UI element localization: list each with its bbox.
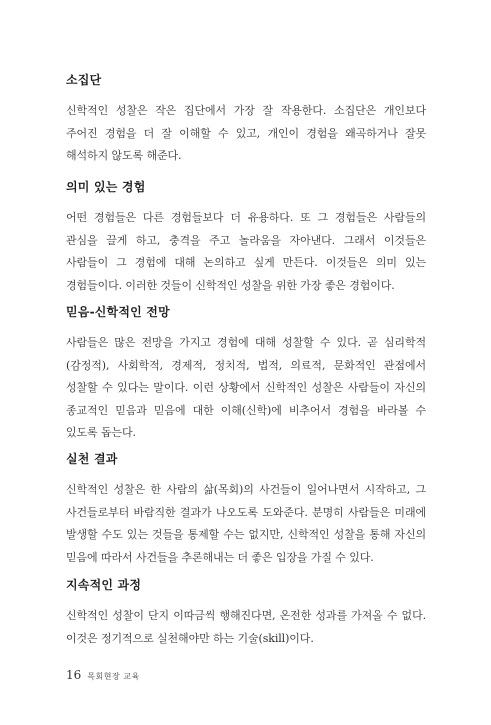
section-body: 사람들은 많은 전망을 가지고 경험에 대해 성찰할 수 있다. 곧 심리학적(감정적), 사회학적, 경제적, 정치적, 법적, 의료적, 문화적인 관점에서 성찰할 수 있다는 말이다. 이런 상황에서 신학적인 성찰은 사람들이 자신의 종교적인 믿음과 믿음에 대한 이해(신학)에 비추어서 경험을 바라볼 수 있도록 돕는다. <box>66 336 426 439</box>
section-body: 어떤 경험들은 다른 경험들보다 더 유용하다. 또 그 경험들은 사람들의 관심을 끌게 하고, 충격을 주고 놀라움을 자아낸다. 그래서 이것들은 사람들이 그 경험에 대해 논의하고 싶게 만든다. 이것들은 의미 있는 경험들이다. 이러한 것들이 신학적인 성찰을 위한 가장 좋은 경험이다. <box>66 211 426 292</box>
section-practical-outcome <box>66 452 426 569</box>
section-heading: 의미 있는 경험 <box>66 180 146 194</box>
section-faith-perspective <box>66 305 426 445</box>
section-meaningful-experience <box>66 180 426 297</box>
section-body: 신학적인 성찰은 한 사람의 삶(목회)의 사건들이 일어나면서 시작하고, 그 사건들로부터 바람직한 결과가 나오도록 도와준다. 분명히 사람들은 미래에 발생할 수도 있는 것들을 통제할 수는 없지만, 신학적인 성찰을 통해 자신의 믿음에 따라서 사건들을 추론해내는 더 좋은 입장을 가질 수 있다. <box>66 483 426 564</box>
page-number: 16 <box>66 668 82 682</box>
section-body: 신학적인 성찰은 작은 집단에서 가장 잘 작용한다. 소집단은 개인보다 주어진 경험을 더 잘 이해할 수 있고, 개인이 경험을 왜곡하거나 잘못 해석하지 않도록 해준다. <box>66 104 427 162</box>
section-body: 신학적인 성찰이 단지 이따금씩 행해진다면, 온전한 성과를 가져올 수 없다. 이것은 정기적으로 실천해야만 하는 기술(skill)이다. <box>66 609 426 645</box>
section-small-group <box>66 73 426 168</box>
section-heading: 믿음-신학적인 전망 <box>66 305 170 319</box>
section-continuous-process <box>66 578 426 650</box>
page-footer <box>66 668 140 682</box>
section-heading: 소집단 <box>66 73 102 87</box>
running-title: 목회현장 교육 <box>87 672 140 681</box>
section-heading: 실천 결과 <box>66 452 118 466</box>
section-heading: 지속적인 과정 <box>66 578 142 592</box>
